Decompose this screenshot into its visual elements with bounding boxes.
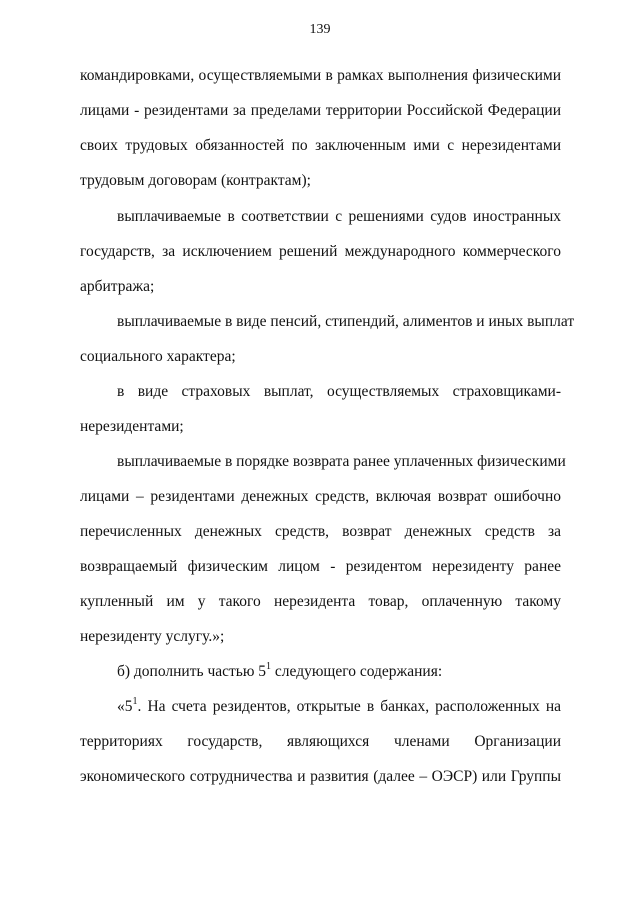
- item-b-text-end: следующего содержания:: [271, 663, 443, 680]
- text-line: в виде страховых выплат, осуществляемых страховщиками-: [117, 383, 561, 400]
- text-line: экономического сотрудничества и развития (далее – ОЭСР) или Группы: [80, 768, 561, 785]
- page-number: 139: [309, 22, 331, 37]
- text-line: перечисленных денежных средств, возврат денежных средств за: [80, 523, 561, 540]
- item-b-paragraph: [117, 662, 561, 682]
- text-line: территориях государств, являющихся членами Организации: [80, 733, 561, 750]
- text-line: выплачиваемые в виде пенсий, стипендий, алиментов и иных выплат: [117, 313, 575, 330]
- text-line: трудовым договорам (контрактам);: [80, 172, 311, 189]
- text-line: арбитража;: [80, 278, 155, 295]
- text-line: своих трудовых обязанностей по заключенным ими с нерезидентами: [80, 137, 561, 154]
- text-line: купленный им у такого нерезидента товар, оплаченную такому: [80, 593, 561, 610]
- item-5-1-superscript: 1: [132, 695, 138, 707]
- text-line: выплачиваемые в порядке возврата ранее уплаченных физическими: [117, 453, 566, 470]
- item-b-text: б) дополнить частью 5: [117, 663, 267, 680]
- text-line: лицами – резидентами денежных средств, включая возврат ошибочно: [80, 488, 561, 505]
- text-line: нерезиденту услугу.»;: [80, 628, 225, 645]
- text-line: возвращаемый физическим лицом - резидентом нерезиденту ранее: [80, 558, 561, 575]
- text-line: нерезидентами;: [80, 418, 184, 435]
- item-5-1-text: «5: [117, 698, 133, 715]
- text-line: социального характера;: [80, 348, 236, 365]
- item-b-superscript: 1: [266, 660, 272, 672]
- text-line: командировками, осуществляемыми в рамках выполнения физическими: [80, 67, 561, 84]
- item-5-1-paragraph: [117, 697, 561, 717]
- text-line: государств, за исключением решений международного коммерческого: [80, 243, 561, 260]
- text-line: выплачиваемые в соответствии с решениями судов иностранных: [117, 208, 561, 225]
- item-5-1-text-end: . На счета резидентов, открытые в банках, расположенных на: [137, 698, 561, 715]
- text-line: лицами - резидентами за пределами территории Российской Федерации: [80, 102, 561, 119]
